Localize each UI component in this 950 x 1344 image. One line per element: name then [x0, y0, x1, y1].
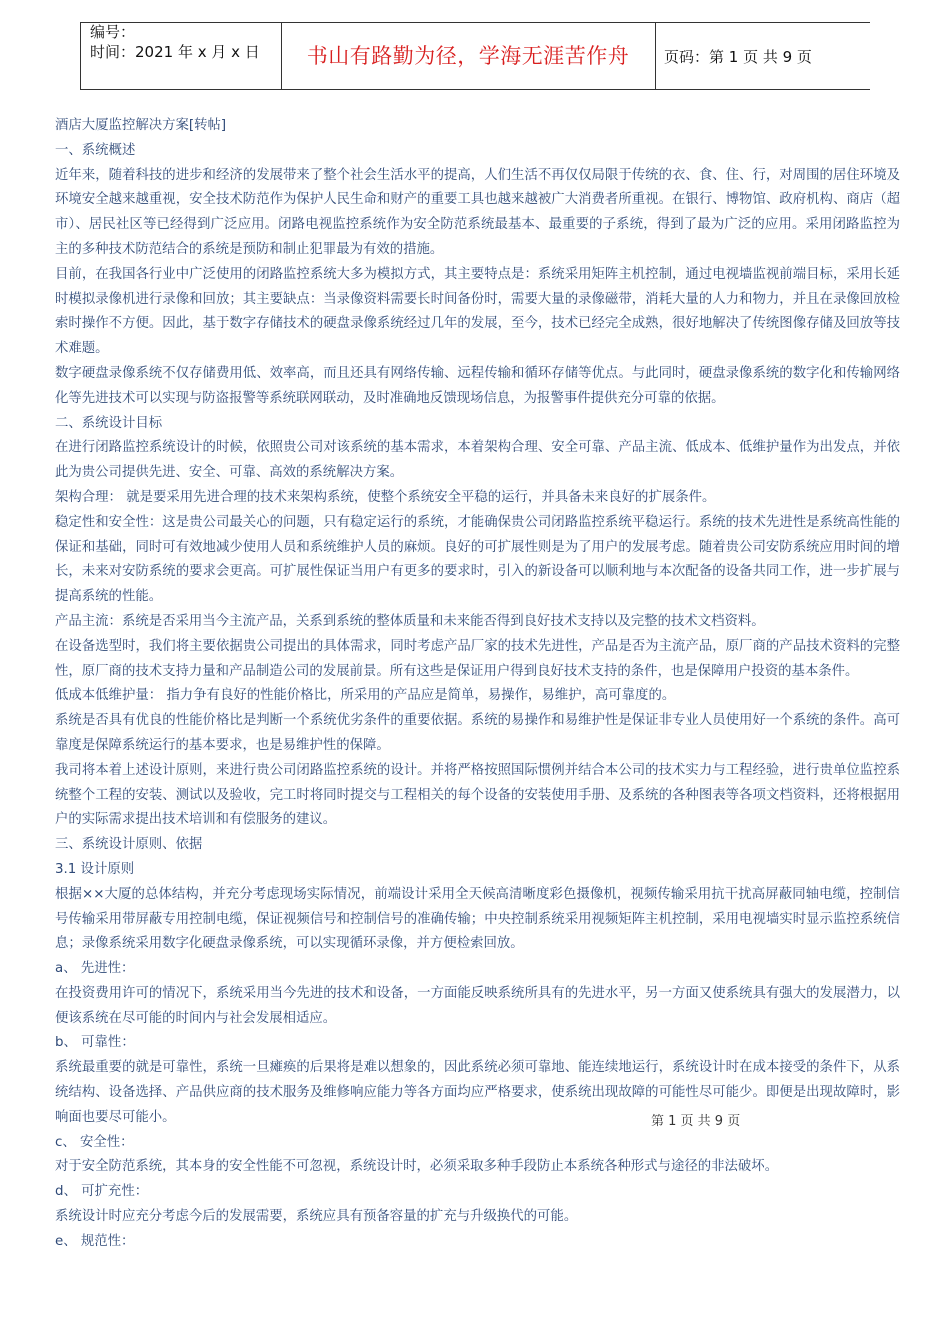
header-left-cell	[90, 22, 280, 62]
paragraph: 低成本低维护量： 指力争有良好的性能价格比，所采用的产品应是简单，易操作，易维护，高可靠度的。	[55, 688, 676, 704]
paragraph: 我司将本着上述设计原则，来进行贵公司闭路监控系统的设计。并将严格按照国际惯例并结合本公司的技术实力与工程经验，进行贵单位监控系统整个工程的安装、测试以及验收，完工时将同时提交与工程相关的每个设备的安装使用手册、及系统的各种图表等各项文档资料，还将根据用户的实际需求提出技术培训和有偿服务的建议。	[55, 762, 900, 828]
paragraph: 在投资费用许可的情况下，系统采用当今先进的技术和设备，一方面能反映系统所具有的先进水平，另一方面又使系统具有强大的发展潜力，以便该系统在尽可能的时间内与社会发展相适应。	[55, 985, 900, 1026]
document-title: 酒店大厦监控解决方案[转帖]	[55, 118, 227, 133]
paragraph: 产品主流：系统是否采用当今主流产品，关系到系统的整体质量和未来能否得到良好技术支持以及完整的技术文档资料。	[55, 613, 765, 629]
header-divider-2	[655, 22, 656, 90]
paragraph: 稳定性和安全性：这是贵公司最关心的问题，只有稳定运行的系统，才能确保贵公司闭路监控系统平稳运行。系统的技术先进性是系统高性能的保证和基础，同时可有效地减少使用人员和系统维护人员的麻烦。良好的可扩展性则是为了用户的发展考虑。随着贵公司安防系统应用时间的增长，未来对安防系统的要求会更高。可扩展性保证当用户有更多的要求时，引入的新设备可以顺利地与本次配备的设备共同工作，进一步扩展与提高系统的性能。	[55, 514, 900, 605]
subsection-heading: 3.1 设计原则	[55, 861, 135, 877]
header-bottom-rule	[80, 89, 870, 90]
list-heading: d、 可扩充性：	[55, 1184, 149, 1200]
document-body	[55, 114, 900, 1255]
paragraph: 近年来，随着科技的进步和经济的发展带来了整个社会生活水平的提高，人们生活不再仅仅局限于传统的衣、食、住、行，对周围的居住环境及环境安全越来越重视，安全技术防范作为保护人民生命和财产的重要工具也越来越被广大消费者所重视。在银行、博物馆、政府机构、商店（超市）、居民社区等已经得到广泛应用。闭路电视监控系统作为安全防范系统最基本、最重要的子系统，得到了最为广泛的应用。采用闭路监控为主的多种技术防范结合的系统是预防和制止犯罪最为有效的措施。	[55, 167, 900, 257]
document-date: 时间：2021 年 x 月 x 日	[90, 43, 260, 61]
paragraph: 架构合理： 就是要采用先进合理的技术来架构系统，使整个系统安全平稳的运行，并具备未来良好的扩展条件。	[55, 489, 716, 505]
paragraph: 系统是否具有优良的性能价格比是判断一个系统优劣条件的重要依据。系统的易操作和易维护性是保证非专业人员使用好一个系统的条件。高可靠度是保障系统运行的基本要求，也是易维护性的保障。	[55, 713, 900, 753]
paragraph: 目前，在我国各行业中广泛使用的闭路监控系统大多为模拟方式，其主要特点是：系统采用矩阵主机控制，通过电视墙监视前端目标，采用长延时模拟录像机进行录像和回放；其主要缺点：当录像资料需要长时间备份时，需要大量的录像磁带，消耗大量的人力和物力，并且在录像回放检索时操作不方便。因此，基于数字存储技术的硬盘录像系统经过几年的发展，至今，技术已经完全成熟，很好地解决了传统图像存储及回放等技术难题。	[55, 266, 900, 357]
paragraph: 在设备选型时，我们将主要依据贵公司提出的具体需求，同时考虑产品厂家的技术先进性，产品是否为主流产品，原厂商的产品技术资料的完整性，原厂商的技术支持力量和产品制造公司的发展前景。所有这些是保证用户得到良好技术支持的条件，也是保障用户投资的基本条件。	[55, 638, 900, 679]
paragraph: 根据××大厦的总体结构，并充分考虑现场实际情况，前端设计采用全天候高清晰度彩色摄像机，视频传输采用抗干扰高屏蔽同轴电缆，控制信号传输采用带屏蔽专用控制电缆，保证视频信号和控制信号的准确传输；中央控制系统采用视频矩阵主机控制，采用电视墙实时显示监控系统信息；录像系统采用数字化硬盘录像系统，可以实现循环录像，并方便检索回放。	[55, 886, 900, 952]
paragraph: 系统最重要的就是可靠性，系统一旦瘫痪的后果将是难以想象的，因此系统必须可靠地、能连续地运行，系统设计时在成本接受的条件下，从系统结构、设备选择、产品供应商的技术服务及维修响应能力等各方面均应严格要求，使系统出现故障的可能性尽可能少。即便是出现故障时，影响面也要尽可能小。	[55, 1060, 900, 1125]
paragraph: 在进行闭路监控系统设计的时候，依照贵公司对该系统的基本需求，本着架构合理、安全可靠、产品主流、低成本、低维护量作为出发点，并依此为贵公司提供先进、安全、可靠、高效的系统解决方案。	[55, 440, 900, 481]
header-page-info: 页码：第 1 页 共 9 页	[664, 48, 812, 66]
section-heading: 三、系统设计原则、依据	[55, 837, 203, 853]
header-table	[80, 22, 870, 90]
document-number-label: 编号：	[90, 23, 136, 41]
list-heading: c、 安全性：	[55, 1134, 134, 1150]
paragraph: 对于安全防范系统，其本身的安全性能不可忽视，系统设计时，必须采取多种手段防止本系统各种形式与途径的非法破坏。	[55, 1159, 779, 1175]
page-number-stamp: 第 1 页 共 9 页	[651, 1114, 741, 1129]
list-heading: a、 先进性：	[55, 961, 135, 977]
section-heading: 一、系统概述	[55, 142, 136, 158]
paragraph: 系统设计时应充分考虑今后的发展需要，系统应具有预备容量的扩充与升级换代的可能。	[55, 1209, 578, 1225]
paragraph: 数字硬盘录像系统不仅存储费用低、效率高，而且还具有网络传输、远程传输和循环存储等优点。与此同时，硬盘录像系统的数字化和传输网络化等先进技术可以实现与防盗报警等系统联网联动，及时准确地反馈现场信息，为报警事件提供充分可靠的依据。	[55, 365, 900, 406]
header-motto: 书山有路勤为径，学海无涯苦作舟	[306, 44, 630, 68]
list-heading: e、 规范性：	[55, 1233, 135, 1249]
section-heading: 二、系统设计目标	[55, 415, 163, 431]
header-left-border	[80, 22, 81, 90]
list-heading: b、 可靠性：	[55, 1035, 135, 1051]
